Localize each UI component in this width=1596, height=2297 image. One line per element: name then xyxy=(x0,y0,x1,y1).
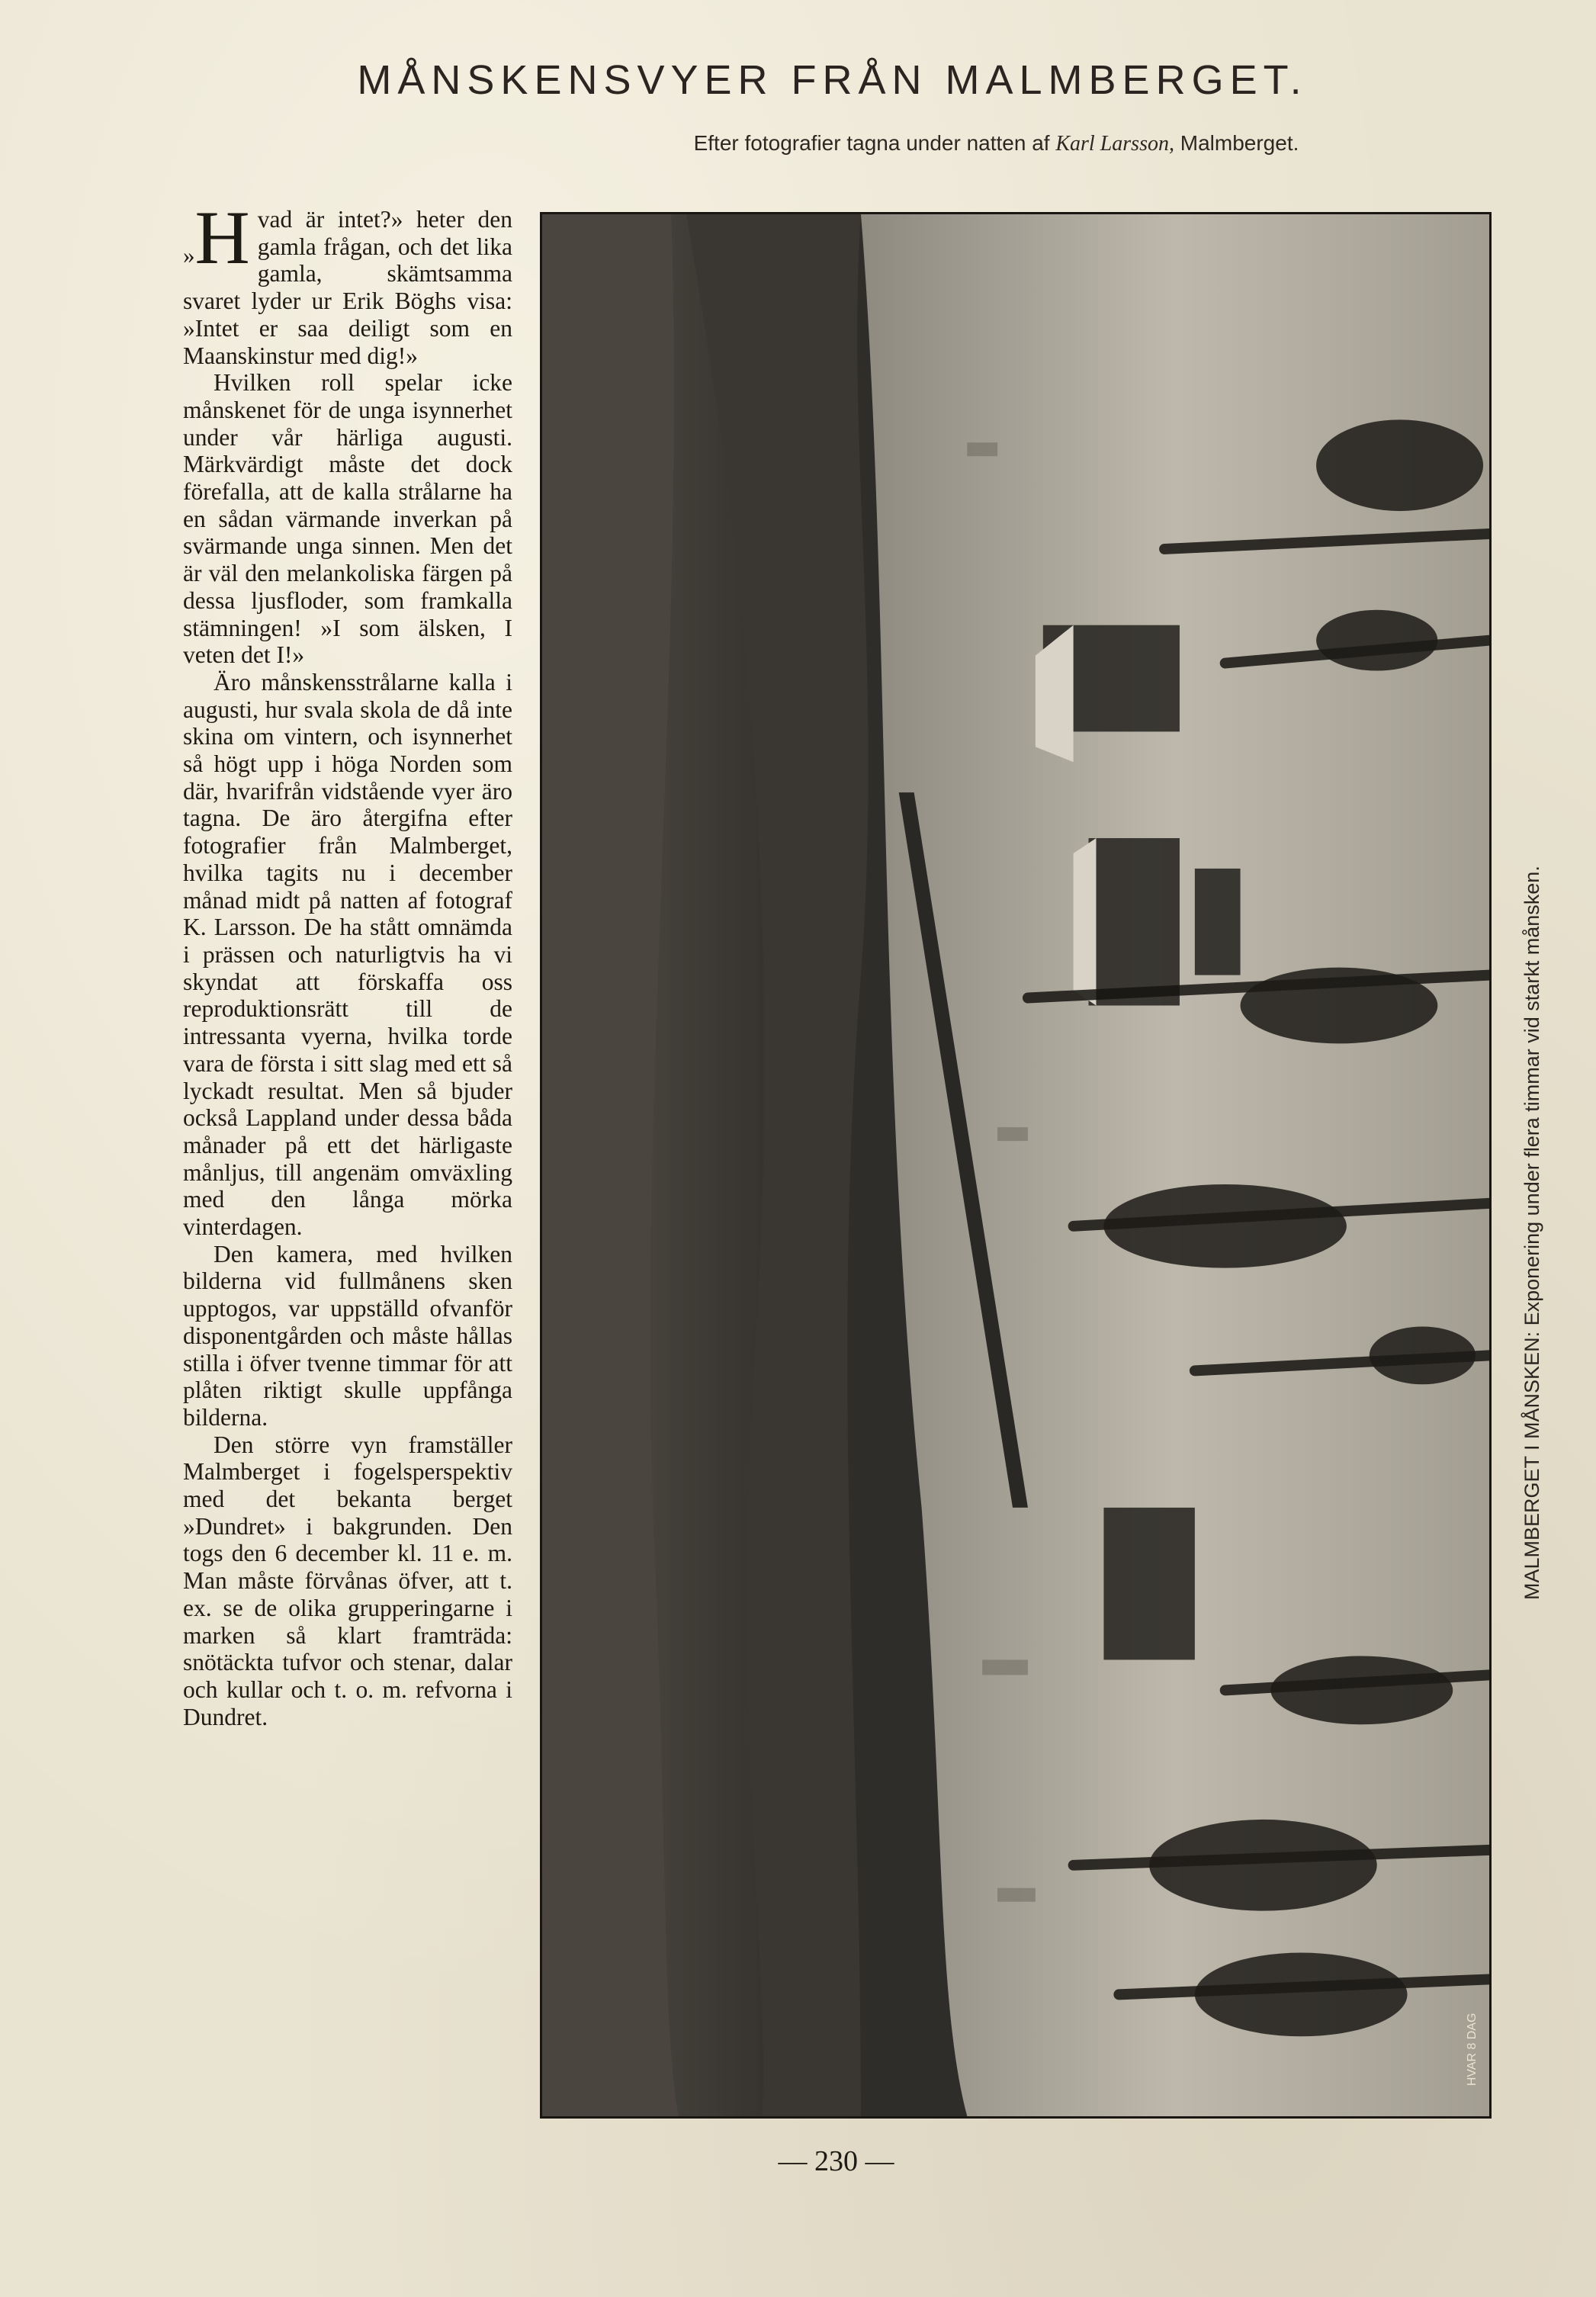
subtitle-author: Karl Larsson, xyxy=(1055,132,1174,156)
article-paragraph-5: Den större vyn framställer Malmberget i fogelsperspektiv med det bekanta berget »Dundret» i bakgrunden. Den togs den 6 december kl. 11 e. m. Man måste förvånas öfver, att t. ex. se de olika grupperingarne i marken så klart framträda: snötäckta tufvor och stenar, dalar och kullar och t. o. m. refvorna i Dundret. xyxy=(183,1431,512,1730)
article-paragraph-3: Äro månskensstrålarne kalla i augusti, hur svala skola de då inte skina om vintern, och isynnerhet så högt upp i höga Norden som där, hvarifrån vidstående vyer äro tagna. De äro återgifna efter fotografier från Malmberget, hvilka tagits nu i december månad midt på natten af fotograf K. Larsson. De ha stått omnämda i prässen och naturligtvis ha vi skyndat att förskaffa oss reproduktionsrätt till de intressanta vyerna, hvilka torde vara de första i sitt slag med ett så lyckadt resultat. Men så bjuder också Lappland under dessa båda månader på ett det härligaste månljus, till angenäm omväxling med den långa mörka vinterdagen. xyxy=(183,668,512,1241)
article-paragraph-4: Den kamera, med hvilken bilderna vid fullmånens sken upptogos, var uppställd ofvanför disponentgården och måste hållas stilla i öfver tvenne timmar för att plåten riktigt skulle uppfånga bilderna. xyxy=(183,1240,512,1431)
page-title: MÅNSKENSVYER FRÅN MALMBERGET. xyxy=(357,57,1308,103)
engraver-mark: HVAR 8 DAG xyxy=(1466,2013,1479,2087)
article-paragraph-2: Hvilken roll spelar icke månskenet för de unga isynnerhet under vår härliga augusti. Märkvärdigt måste det dock förefalla, att de kalla strålarne ha en sådan värmande inverkan på svärmande unga sinnen. Men det är väl den melankoliska färgen på dessa ljusfloder, som framkalla stämningen! »I som älsken, I veten det I!» xyxy=(183,369,512,669)
drop-cap-quote: » xyxy=(183,242,195,268)
moonlight-landscape-photo xyxy=(540,212,1492,2119)
drop-cap-letter: H xyxy=(194,195,250,280)
photo-credit-subtitle xyxy=(0,131,1596,156)
article-text-column xyxy=(183,195,512,1730)
subtitle-prefix: Efter fotografier tagna under natten af xyxy=(693,131,1050,155)
photo-caption: MALMBERGET I MÅNSKEN: Exponering under flera timmar vid starkt månsken. xyxy=(1521,866,1543,1600)
article-paragraph-1 xyxy=(183,195,512,369)
paragraph-1-text: vad är intet?» heter den gamla frågan, och det lika gamla, skämtsamma svaret lyder ur Erik Böghs visa: »Intet er saa deiligt som en Maanskinstur med dig!» xyxy=(183,206,512,369)
photo-illustration xyxy=(542,214,1489,2116)
drop-cap xyxy=(183,195,250,284)
page-number: — 230 — xyxy=(778,2145,894,2177)
subtitle-suffix: Malmberget. xyxy=(1180,131,1299,155)
